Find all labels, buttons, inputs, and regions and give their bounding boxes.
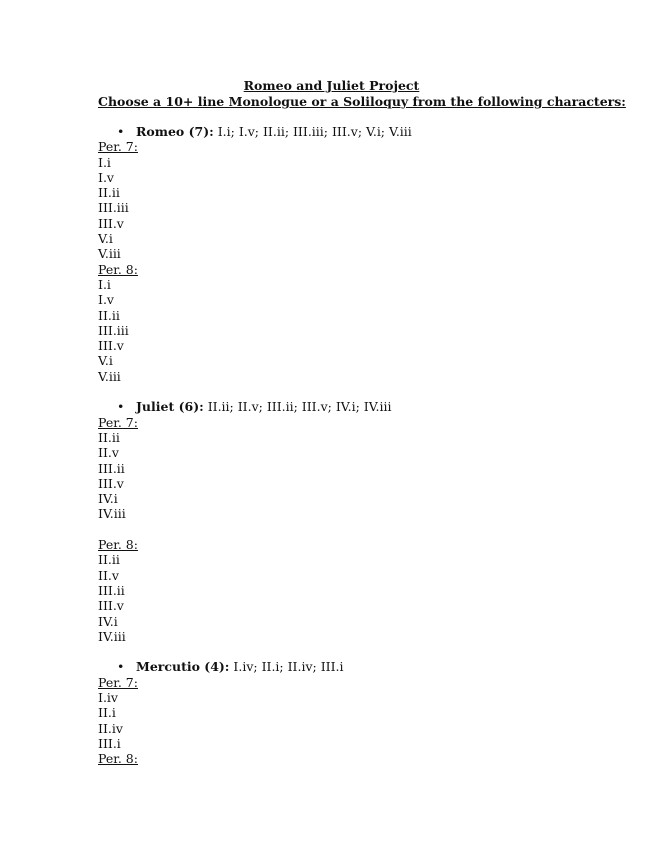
document-body bbox=[98, 124, 598, 766]
document-title: Romeo and Juliet Project bbox=[243, 78, 420, 93]
scene-item: II.ii bbox=[98, 307, 120, 323]
scene-item: IV.i bbox=[98, 491, 118, 507]
scene-item: I.i bbox=[98, 154, 111, 170]
scene-item: III.i bbox=[98, 735, 121, 751]
character-name: Romeo (7): bbox=[136, 124, 214, 139]
bullet-icon: • bbox=[117, 124, 125, 139]
scene-item: III.v bbox=[98, 475, 124, 491]
character-scenes: I.i; I.v; II.ii; III.iii; III.v; V.i; V.iii bbox=[217, 124, 412, 139]
scene-item: II.ii bbox=[98, 429, 120, 445]
scene-item: V.iii bbox=[98, 246, 121, 262]
period-label: Per. 8: bbox=[98, 537, 138, 553]
period-label: Per. 8: bbox=[98, 261, 138, 277]
scene-item: V.iii bbox=[98, 368, 121, 384]
scene-item: II.ii bbox=[98, 185, 120, 201]
scene-item: III.v bbox=[98, 598, 124, 614]
scene-item: I.v bbox=[98, 292, 114, 308]
character-name: Mercutio (4): bbox=[136, 659, 230, 675]
scene-item: II.ii bbox=[98, 552, 120, 568]
period-label: Per. 8: bbox=[98, 751, 138, 767]
scene-item: III.ii bbox=[98, 582, 125, 598]
character-entry-romeo bbox=[98, 124, 598, 139]
scene-item: III.iii bbox=[98, 322, 129, 338]
document-subtitle: Choose a 10+ line Monologue or a Soliloquy from the following characters: bbox=[98, 94, 626, 109]
character-name: Juliet (6): bbox=[136, 399, 204, 415]
scene-item: IV.iii bbox=[98, 506, 126, 522]
bullet-icon: • bbox=[117, 659, 125, 675]
scene-item: II.v bbox=[98, 567, 119, 583]
period-label: Per. 7: bbox=[98, 139, 138, 155]
scene-item: III.iii bbox=[98, 200, 129, 216]
scene-item: I.iv bbox=[98, 689, 118, 705]
bullet-icon: • bbox=[117, 399, 125, 415]
character-scenes: II.ii; II.v; III.ii; III.v; IV.i; IV.iii bbox=[207, 399, 392, 415]
character-entry-mercutio bbox=[98, 659, 598, 674]
spacer bbox=[98, 522, 598, 537]
spacer bbox=[98, 384, 598, 399]
scene-item: I.v bbox=[98, 169, 114, 185]
scene-item: III.v bbox=[98, 338, 124, 354]
scene-item: II.iv bbox=[98, 720, 123, 736]
scene-item: III.v bbox=[98, 215, 124, 231]
period-label: Per. 7: bbox=[98, 414, 138, 430]
scene-item: V.i bbox=[98, 353, 113, 369]
scene-item: IV.iii bbox=[98, 628, 126, 644]
spacer bbox=[98, 644, 598, 659]
scene-item: II.i bbox=[98, 705, 116, 721]
scene-item: I.i bbox=[98, 276, 111, 292]
period-label: Per. 7: bbox=[98, 674, 138, 690]
character-entry-juliet bbox=[98, 399, 598, 414]
scene-item: IV.i bbox=[98, 613, 118, 629]
scene-item: III.ii bbox=[98, 460, 125, 476]
scene-item: V.i bbox=[98, 231, 113, 247]
scene-item: II.v bbox=[98, 445, 119, 461]
character-scenes: I.iv; II.i; II.iv; III.i bbox=[233, 659, 344, 675]
